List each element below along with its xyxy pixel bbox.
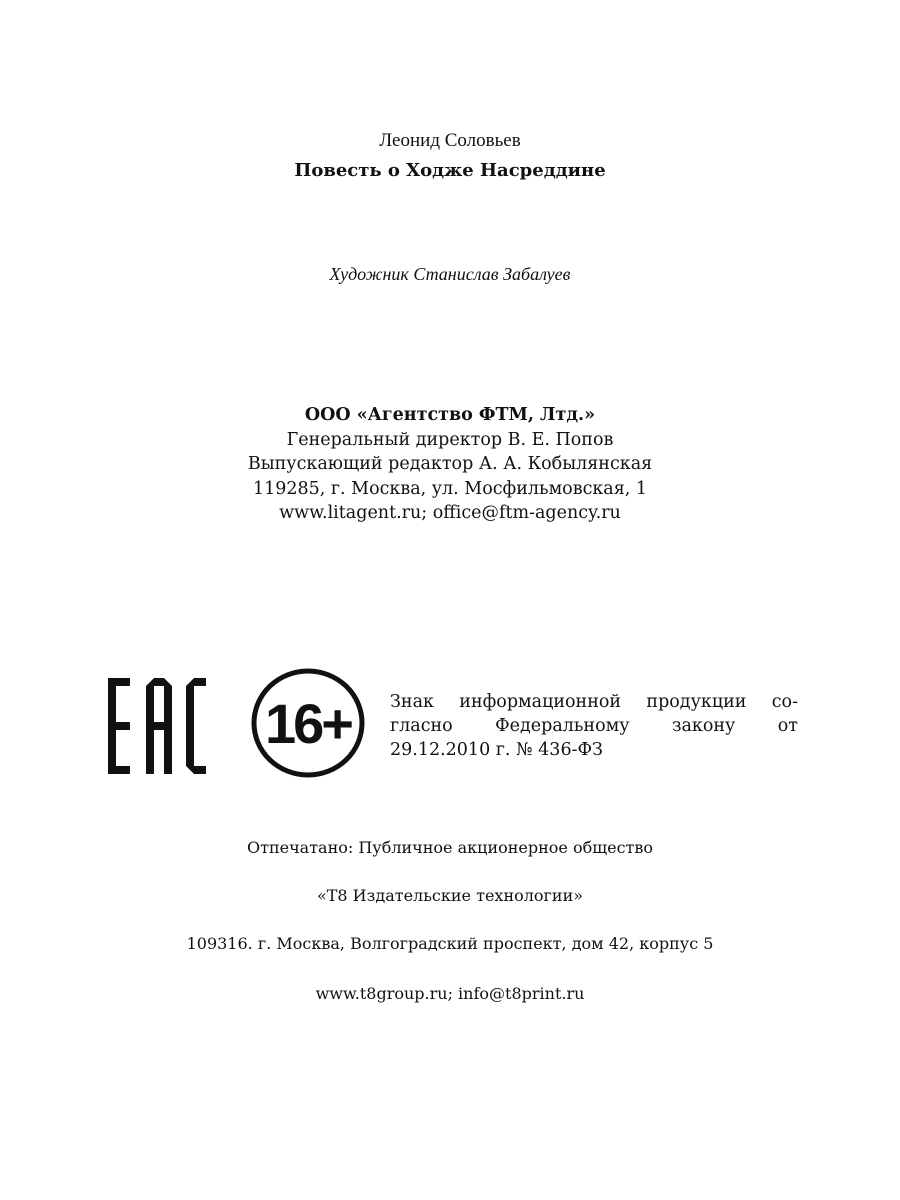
printer-name: «Т8 Издательские технологии»	[316, 886, 584, 905]
book-title: Повесть о Ходже Насреддине	[294, 160, 606, 181]
eac-conformity-logo	[108, 678, 206, 774]
publisher-editor: Выпускающий редактор А. А. Кобылянская	[247, 454, 653, 474]
printer-line: Отпечатано: Публичное акционерное общество	[246, 838, 654, 857]
notice-line: гласно Федеральному закону от	[390, 716, 798, 736]
notice-line: 29.12.2010 г. № 436-ФЗ	[390, 740, 603, 760]
printer-address: 109316. г. Москва, Волгоградский проспект, дом 42, корпус 5	[186, 934, 714, 953]
notice-line: Знак информационной продукции со-	[390, 692, 798, 712]
printer-contacts: www.t8group.ru; info@t8print.ru	[315, 984, 585, 1003]
publisher-contacts: www.litagent.ru; office@ftm-agency.ru	[279, 503, 621, 523]
publisher-director: Генеральный директор В. Е. Попов	[286, 429, 614, 450]
publisher-name: ООО «Агентство ФТМ, Лтд.»	[304, 405, 596, 425]
info-product-notice	[390, 690, 798, 762]
illustrator-credit: Художник Станислав Забалуев	[329, 264, 571, 284]
book-author: Леонид Соловьев	[379, 130, 521, 151]
publisher-address: 119285, г. Москва, ул. Мосфильмовская, 1	[252, 478, 648, 499]
age-rating-label: 16+	[265, 691, 351, 755]
publisher-block	[0, 403, 900, 526]
